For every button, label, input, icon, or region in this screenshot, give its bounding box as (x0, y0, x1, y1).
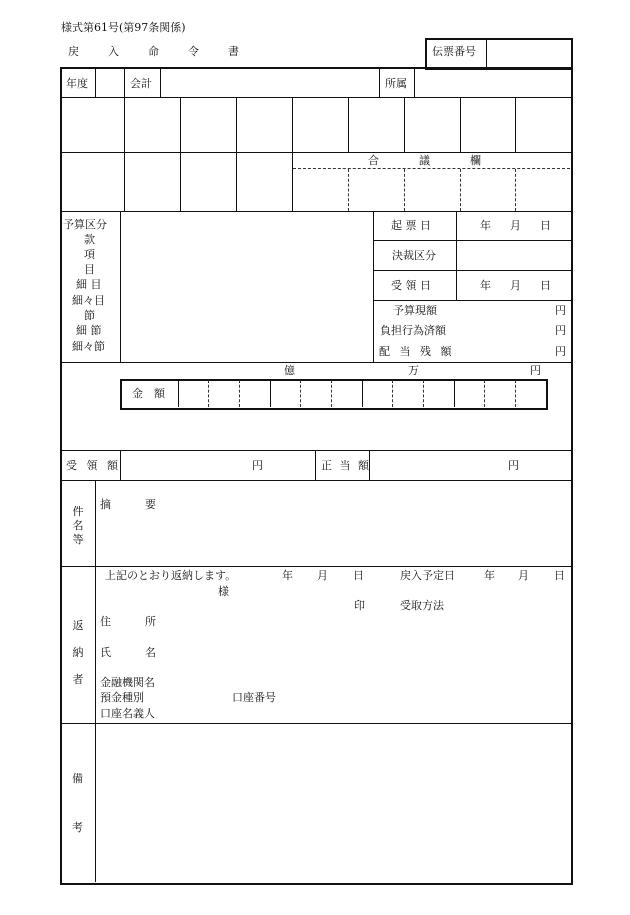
proper-amount-label: 正 当 額 (321, 459, 371, 472)
department-label: 所属 (385, 77, 407, 90)
account-field[interactable] (162, 70, 377, 95)
amount-field[interactable] (180, 381, 542, 405)
name-field[interactable] (160, 643, 340, 661)
address-field[interactable] (160, 612, 340, 630)
man-unit: 万 (408, 364, 419, 377)
statement-day: 日 (353, 569, 364, 582)
department-field[interactable] (416, 70, 566, 95)
kou-label: 項 (84, 248, 95, 261)
allocation-balance-label: 配 当 残 額 (379, 345, 455, 358)
oku-unit: 億 (284, 364, 295, 377)
receipt-month: 月 (510, 279, 521, 292)
budget-category-field[interactable] (122, 213, 371, 360)
receipt-year: 年 (480, 279, 491, 292)
draft-year: 年 (480, 219, 491, 232)
saisaisetsu-label: 細々節 (72, 340, 105, 353)
settlement-class-label: 決裁区分 (392, 249, 436, 262)
draft-month: 月 (510, 219, 521, 232)
statement-year: 年 (282, 569, 293, 582)
saimoku-label: 細 目 (76, 278, 102, 291)
remarks-label-bottom: 考 (72, 821, 83, 834)
received-amount-yen: 円 (252, 459, 263, 472)
form-title: 戻 入 命 令 書 (68, 45, 248, 58)
returner-label: 返納者 (72, 619, 84, 686)
planned-month: 月 (518, 569, 529, 582)
budget-current-yen: 円 (555, 304, 566, 317)
draft-date-label: 起 票 日 (391, 219, 431, 232)
received-amount-label: 受 領 額 (66, 459, 121, 472)
statement-month: 月 (317, 569, 328, 582)
moku-label: 目 (84, 263, 95, 276)
bank-name-field[interactable] (160, 674, 340, 689)
amount-label: 金 額 (132, 387, 165, 400)
fiscal-year-label: 年度 (66, 77, 88, 90)
bank-name-label: 金融機関名 (100, 676, 155, 689)
account-holder-label: 口座名義人 (100, 707, 155, 720)
voucher-number-label: 伝票番号 (432, 45, 476, 58)
kan-label: 款 (84, 233, 95, 246)
honorific-label: 様 (218, 585, 229, 598)
receipt-day: 日 (540, 279, 551, 292)
name-label: 氏 名 (100, 646, 160, 659)
draft-day: 日 (540, 219, 551, 232)
deposit-type-label: 預金種別 (100, 691, 144, 704)
remarks-field[interactable] (98, 726, 567, 878)
allocation-balance-yen: 円 (555, 345, 566, 358)
summary-label: 摘 要 (100, 498, 160, 511)
setsu-label: 節 (84, 309, 95, 322)
subject-label: 件名等 (72, 505, 84, 546)
planned-year: 年 (484, 569, 495, 582)
remarks-label-top: 備 (72, 772, 83, 785)
proper-amount-yen: 円 (508, 459, 519, 472)
seal-label: 印 (354, 599, 365, 612)
summary-field[interactable] (100, 514, 566, 562)
return-statement: 上記のとおり返納します。 (105, 569, 237, 582)
planned-return-date-label: 戻入予定日 (400, 569, 455, 582)
committed-yen: 円 (555, 324, 566, 337)
yen-unit: 円 (530, 364, 541, 377)
form-style-number: 様式第61号(第97条関係) (61, 21, 186, 34)
receipt-method-label: 受取方法 (400, 599, 444, 612)
planned-day: 日 (554, 569, 565, 582)
fiscal-year-field[interactable] (97, 70, 122, 95)
saisetsu-label: 細 節 (76, 324, 102, 337)
budget-current-label: 予算現額 (393, 304, 437, 317)
account-holder-field[interactable] (160, 704, 340, 719)
account-label: 会計 (130, 77, 152, 90)
proper-amount-field[interactable] (371, 452, 505, 478)
voucher-number-field[interactable] (490, 40, 568, 64)
committed-label: 負担行為済額 (380, 324, 446, 337)
address-label: 住 所 (100, 615, 160, 628)
approval-label: 合 議 欄 (368, 154, 487, 167)
received-amount-field[interactable] (122, 452, 248, 478)
account-number-label: 口座番号 (232, 691, 276, 704)
budget-category-label: 予算区分 (63, 218, 107, 231)
saisaimoku-label: 細々目 (72, 294, 105, 307)
receipt-date-label: 受 領 日 (391, 279, 431, 292)
